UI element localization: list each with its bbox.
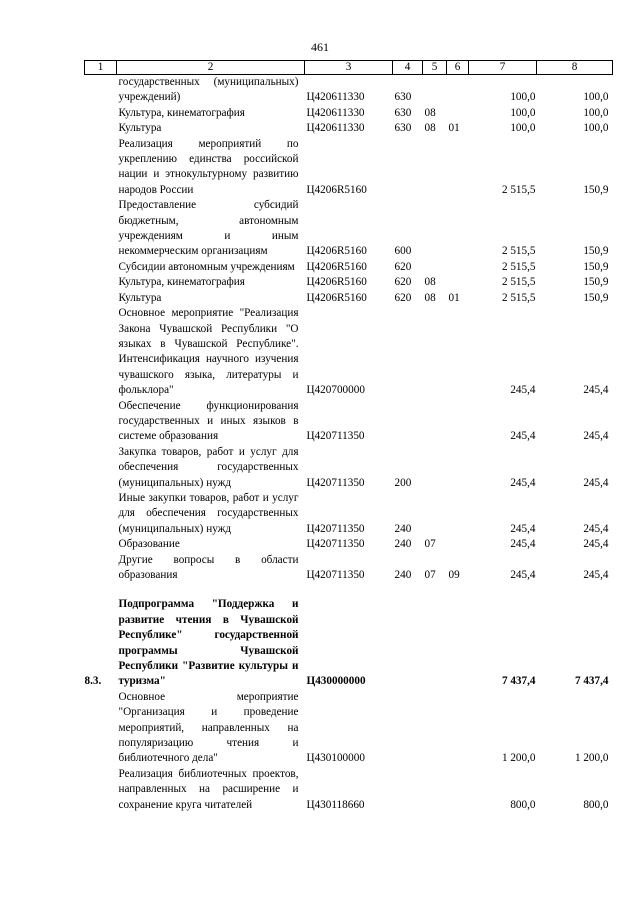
table-row [85, 260, 613, 275]
row-number [85, 75, 117, 106]
amount-col8: 150,9 [583, 260, 609, 273]
column-header-3: 3 [305, 61, 393, 75]
table-row [85, 399, 613, 445]
target-code: Ц4206R5160 [306, 260, 367, 273]
amount-col7: 2 515,5 [501, 260, 536, 273]
item-name: Иные закупки товаров, работ и услуг для обеспечения государственных (муниципальных) нужд [118, 491, 299, 535]
amount-col8: 245,4 [583, 384, 609, 397]
expense-type-code: 620 [394, 260, 412, 273]
subsection-code [447, 491, 469, 537]
amount-col7: 7 437,4 [501, 675, 536, 688]
table-row [85, 275, 613, 290]
section-code [423, 198, 447, 260]
amount-col8: 100,0 [583, 91, 609, 104]
table-row [85, 767, 613, 813]
column-header-1: 1 [85, 61, 117, 75]
row-number: 8.3. [84, 675, 102, 688]
target-code: Ц420611330 [306, 122, 365, 135]
subsection-code: 09 [448, 569, 460, 581]
item-name: Основное мероприятие "Реализация Закона Чувашской Республики "О языках в Чувашской Республике". Интенсификация научного изучения чувашского языка, литературы и фольклора" [118, 307, 299, 397]
item-name: Субсидии автономным учреждениям [118, 260, 295, 273]
subsection-code [447, 597, 469, 689]
section-code [423, 137, 447, 199]
target-code: Ц4206R5160 [306, 276, 367, 289]
section-code: 08 [424, 122, 436, 135]
row-number [85, 306, 117, 398]
subsection-code [447, 275, 469, 290]
amount-col7: 100,0 [510, 91, 536, 104]
subsection-code [447, 106, 469, 121]
section-code [423, 75, 447, 106]
target-code: Ц430100000 [306, 752, 365, 765]
column-header-6: 6 [447, 61, 469, 75]
subsection-code [447, 137, 469, 199]
amount-col8: 7 437,4 [574, 675, 609, 688]
target-code: Ц420700000 [306, 384, 365, 397]
expense-type-code: 620 [394, 291, 412, 304]
row-number [85, 106, 117, 121]
header-row [85, 61, 613, 75]
table-header [85, 61, 613, 75]
table-row [85, 121, 613, 136]
target-code: Ц420611330 [306, 106, 365, 119]
table-row [85, 597, 613, 689]
section-code [423, 491, 447, 537]
row-number [85, 137, 117, 199]
amount-col8: 100,0 [583, 122, 609, 135]
target-code: Ц420711350 [306, 522, 365, 535]
expense-type-code: 620 [394, 276, 412, 289]
item-name: Культура, кинематография [118, 276, 245, 289]
expense-type-code [393, 597, 423, 689]
target-code: Ц430118660 [306, 798, 365, 811]
expense-type-code: 240 [394, 538, 412, 551]
target-code: Ц430000000 [306, 675, 366, 688]
row-number [85, 291, 117, 306]
item-name: Другие вопросы в области образования [118, 553, 299, 581]
expense-type-code [393, 399, 423, 445]
expense-type-code [393, 767, 423, 813]
target-code: Ц420611330 [306, 91, 365, 104]
item-name: Реализация библиотечных проектов, направленных на расширение и сохранение круга читателей [118, 767, 299, 811]
row-number [85, 445, 117, 491]
amount-col8: 150,9 [583, 183, 609, 196]
item-name: Закупка товаров, работ и услуг для обеспечения государственных (муниципальных) нужд [118, 445, 299, 489]
subsection-code [447, 198, 469, 260]
row-number [85, 260, 117, 275]
section-code [423, 597, 447, 689]
amount-col7: 100,0 [510, 106, 536, 119]
table-row [85, 198, 613, 260]
table-row [85, 106, 613, 121]
amount-col8: 245,4 [583, 476, 609, 489]
spacer-cell [85, 583, 613, 597]
amount-col7: 1 200,0 [501, 752, 536, 765]
item-name: Подпрограмма "Поддержка и развитие чтения в Чувашской Республике" государственной программы Чувашской Республики "Развитие культуры и туризма" [118, 598, 299, 688]
section-code: 08 [424, 291, 436, 304]
section-code [423, 399, 447, 445]
subsection-code: 01 [448, 291, 460, 304]
table-row [85, 690, 613, 767]
amount-col8: 1 200,0 [574, 752, 609, 765]
subsection-code [447, 690, 469, 767]
amount-col8: 245,4 [583, 430, 609, 443]
row-number [85, 491, 117, 537]
item-name: Культура [118, 122, 162, 135]
amount-col7: 245,4 [510, 522, 536, 535]
section-code: 07 [424, 569, 436, 581]
expense-type-code: 200 [394, 476, 412, 489]
expense-type-code [393, 690, 423, 767]
section-code [423, 690, 447, 767]
item-name: Культура, кинематография [118, 106, 245, 119]
amount-col7: 2 515,5 [501, 183, 536, 196]
column-header-8: 8 [537, 61, 613, 75]
row-number [85, 198, 117, 260]
amount-col7: 100,0 [510, 122, 536, 135]
item-name: Основное мероприятие "Организация и проведение мероприятий, направленных на популяризацию чтения и библиотечного дела" [118, 690, 299, 765]
expense-type-code: 630 [394, 91, 412, 104]
section-code [423, 306, 447, 398]
subsection-code [447, 306, 469, 398]
column-header-4: 4 [393, 61, 423, 75]
section-code [423, 767, 447, 813]
expense-type-code: 240 [394, 522, 412, 535]
budget-table [84, 60, 613, 813]
amount-col8: 150,9 [583, 245, 609, 258]
amount-col8: 150,9 [583, 276, 609, 289]
subsection-code [447, 260, 469, 275]
subsection-code [447, 445, 469, 491]
amount-col8: 150,9 [583, 291, 609, 304]
section-code [423, 260, 447, 275]
subsection-code: 01 [448, 122, 460, 135]
expense-type-code: 630 [394, 106, 412, 119]
table-row [85, 306, 613, 398]
amount-col7: 2 515,5 [501, 276, 536, 289]
row-number [85, 690, 117, 767]
item-name: Образование [118, 538, 180, 551]
row-number [85, 399, 117, 445]
spacer-row [85, 583, 613, 597]
table-row [85, 537, 613, 552]
row-number [85, 121, 117, 136]
table-row [85, 75, 613, 106]
subsection-code [447, 767, 469, 813]
subsection-code [447, 399, 469, 445]
row-number [85, 767, 117, 813]
section-code: 08 [424, 106, 436, 119]
target-code: Ц4206R5160 [306, 183, 367, 196]
table-row [85, 137, 613, 199]
amount-col8: 245,4 [583, 522, 609, 535]
column-header-5: 5 [423, 61, 447, 75]
expense-type-code: 600 [394, 245, 412, 258]
amount-col7: 245,4 [510, 476, 536, 489]
amount-col7: 2 515,5 [501, 245, 536, 258]
expense-type-code [393, 306, 423, 398]
column-header-2: 2 [117, 61, 305, 75]
item-name: Реализация мероприятий по укреплению единства российской нации и этнокультурному развитию народов России [118, 137, 299, 196]
subsection-code [447, 537, 469, 552]
table-body [85, 75, 613, 814]
amount-col8: 245,4 [583, 569, 609, 581]
expense-type-code: 240 [394, 569, 412, 581]
amount-col7: 245,4 [510, 384, 536, 397]
amount-col7: 245,4 [510, 569, 536, 581]
amount-col7: 2 515,5 [501, 291, 536, 304]
amount-col7: 245,4 [510, 538, 536, 551]
expense-type-code [393, 137, 423, 199]
amount-col8: 100,0 [583, 106, 609, 119]
amount-col8: 800,0 [583, 798, 609, 811]
row-number [85, 553, 117, 584]
column-header-7: 7 [469, 61, 537, 75]
target-code: Ц420711350 [306, 569, 365, 581]
target-code: Ц4206R5160 [306, 291, 367, 304]
amount-col7: 245,4 [510, 430, 536, 443]
item-name: Культура [118, 291, 162, 304]
target-code: Ц420711350 [306, 430, 365, 443]
table-row [85, 491, 613, 537]
item-name: Предоставление субсидий бюджетным, автономным учреждениям и иным некоммерческим организациям [118, 199, 299, 258]
amount-col7: 800,0 [510, 798, 536, 811]
table-row [85, 445, 613, 491]
row-number [85, 537, 117, 552]
target-code: Ц4206R5160 [306, 245, 367, 258]
table-row [85, 291, 613, 306]
target-code: Ц420711350 [306, 538, 365, 551]
section-code: 07 [424, 538, 436, 551]
expense-type-code: 630 [394, 122, 412, 135]
amount-col8: 245,4 [583, 538, 609, 551]
section-code [423, 445, 447, 491]
subsection-code [447, 75, 469, 106]
item-name: государственных (муниципальных) учреждений) [118, 76, 299, 104]
section-code: 08 [424, 276, 436, 289]
target-code: Ц420711350 [306, 476, 365, 489]
item-name: Обеспечение функционирования государственных и иных языков в системе образования [118, 399, 299, 443]
table-row [85, 553, 613, 584]
page-number: 461 [311, 40, 329, 54]
row-number [85, 275, 117, 290]
